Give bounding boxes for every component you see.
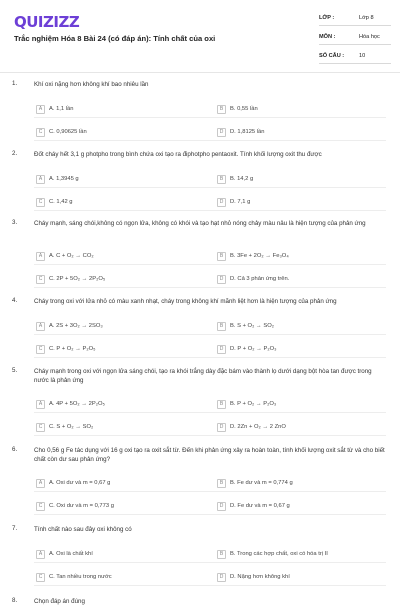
option-text: C. P + O₂ → P₂O₅ [49, 346, 96, 352]
option-text: C. 0,90625 lần [49, 129, 87, 135]
option-text: D. Fe dư và m = 0,67 g [230, 503, 290, 509]
option-letter-box: A [36, 252, 45, 261]
question-number: 7. [12, 525, 18, 532]
question-text: Khí oxi nặng hơn không khí bao nhiêu lần [34, 81, 149, 88]
option-letter-box: D [217, 573, 226, 582]
option-divider [34, 585, 386, 586]
option-text: C. 2P + 5O₂ → 2P₂O₅ [49, 276, 106, 282]
question-number: 6. [12, 446, 18, 453]
option-letter-box: B [217, 252, 226, 261]
option-letter-box: C [36, 275, 45, 284]
option-text: D. 1,8125 lần [230, 129, 265, 135]
option-b[interactable] [217, 173, 253, 185]
option-text: B. Trong các hợp chất, oxi có hóa trị II [230, 551, 328, 557]
option-letter-box: D [217, 198, 226, 207]
option-c[interactable] [36, 421, 93, 433]
meta-label: MÔN : [319, 33, 336, 40]
option-text: A. 4P + 5O₂ → 2P₂O₅ [49, 401, 105, 407]
option-letter-box: B [217, 400, 226, 409]
question-number: 5. [12, 367, 18, 374]
question-text: Chọn đáp án đúng [34, 598, 85, 605]
option-text: A. Oxi dư và m = 0,67 g [49, 480, 111, 486]
option-text: B. 0,55 lần [230, 106, 258, 112]
option-c[interactable] [36, 273, 105, 285]
option-divider [34, 514, 386, 515]
meta-value: Hóa học [359, 33, 380, 40]
meta-box [319, 10, 391, 67]
option-letter-box: A [36, 400, 45, 409]
question-text: Cho 0,56 g Fe tác dụng với 16 g oxi tạo ra oxit sắt từ. Đến khi phản ứng xảy ra hoàn toàn, tính khối lượng oxit sắt từ và cho biết chất còn dư sau phản ứng? [34, 447, 385, 463]
option-b[interactable] [217, 103, 258, 115]
question-text: Cháy mạnh, sáng chói,không có ngọn lửa, không có khói và tạo hạt nhỏ nóng chảy màu nâu là hiện tượng của phản ứng [34, 220, 366, 227]
option-text: B. P + O₂ → P₂O₃ [230, 401, 277, 407]
option-a[interactable] [36, 173, 79, 185]
option-b[interactable] [217, 477, 293, 489]
option-letter-box: A [36, 550, 45, 559]
option-text: C. Oxi dư và m = 0,773 g [49, 503, 114, 509]
meta-label: LỚP : [319, 14, 335, 21]
option-a[interactable] [36, 477, 110, 489]
option-a[interactable] [36, 548, 93, 560]
option-text: D. Cả 3 phản ứng trên. [230, 276, 290, 282]
option-text: B. S + O₂ → SO₂ [230, 323, 274, 329]
option-letter-box: C [36, 423, 45, 432]
question-text: Tính chất nào sau đây oxi không có [34, 526, 132, 533]
option-d[interactable] [217, 421, 286, 433]
page-header [0, 0, 400, 73]
option-letter-box: C [36, 198, 45, 207]
option-letter-box: B [217, 105, 226, 114]
option-b[interactable] [217, 320, 274, 332]
option-divider [34, 117, 386, 118]
option-divider [34, 562, 386, 563]
option-d[interactable] [217, 571, 290, 583]
option-text: A. Oxi là chất khí [49, 551, 93, 557]
option-a[interactable] [36, 250, 94, 262]
option-letter-box: C [36, 573, 45, 582]
meta-value: 10 [359, 52, 366, 59]
option-letter-box: D [217, 128, 226, 137]
option-text: D. 2Zn + O₂ → 2 ZnO [230, 424, 286, 430]
option-c[interactable] [36, 126, 87, 138]
option-letter-box: D [217, 275, 226, 284]
option-text: D. P + O₂ → P₂O₃ [230, 346, 277, 352]
option-divider [34, 140, 386, 141]
page-title: Trắc nghiệm Hóa 8 Bài 24 (có đáp án): Tính chất của oxi [14, 34, 216, 43]
option-d[interactable] [217, 126, 264, 138]
option-letter-box: A [36, 105, 45, 114]
option-letter-box: A [36, 479, 45, 488]
option-text: C. 1,42 g [49, 199, 73, 205]
option-letter-box: D [217, 502, 226, 511]
option-text: C. Tan nhiều trong nước [49, 574, 112, 580]
option-letter-box: A [36, 175, 45, 184]
option-divider [34, 357, 386, 358]
option-letter-box: B [217, 322, 226, 331]
option-d[interactable] [217, 196, 250, 208]
option-letter-box: C [36, 128, 45, 137]
option-text: D. 7,1 g [230, 199, 251, 205]
option-text: D. Nặng hơn không khí [230, 574, 290, 580]
question-number: 3. [12, 219, 18, 226]
option-divider [34, 435, 386, 436]
option-text: A. 1,3945 g [49, 176, 79, 182]
option-a[interactable] [36, 398, 105, 410]
option-c[interactable] [36, 343, 96, 355]
option-d[interactable] [217, 343, 277, 355]
meta-value: Lớp 8 [359, 14, 374, 21]
meta-row-count [319, 48, 391, 64]
option-d[interactable] [217, 500, 290, 512]
option-text: B. Fe dư và m = 0,774 g [230, 480, 293, 486]
question-number: 1. [12, 80, 18, 87]
quizizz-logo[interactable]: QUIZIZZ [14, 13, 80, 31]
option-letter-box: B [217, 175, 226, 184]
option-text: B. 14,2 g [230, 176, 254, 182]
option-divider [34, 334, 386, 335]
option-divider [34, 210, 386, 211]
option-text: A. C + O₂ → CO₂ [49, 253, 94, 259]
option-b[interactable] [217, 250, 289, 262]
option-divider [34, 264, 386, 265]
question-number: 2. [12, 150, 18, 157]
option-b[interactable] [217, 398, 276, 410]
option-divider [34, 187, 386, 188]
option-letter-box: D [217, 345, 226, 354]
option-letter-box: C [36, 345, 45, 354]
option-letter-box: C [36, 502, 45, 511]
option-text: C. S + O₂ → SO₂ [49, 424, 94, 430]
option-letter-box: B [217, 479, 226, 488]
meta-label: SỐ CÂU : [319, 52, 345, 59]
option-divider [34, 491, 386, 492]
option-letter-box: D [217, 423, 226, 432]
option-a[interactable] [36, 320, 103, 332]
option-text: A. 1,1 lần [49, 106, 74, 112]
meta-row-subject [319, 29, 391, 45]
question-text: Đốt cháy hết 3,1 g photpho trong bình chứa oxi tạo ra điphotpho pentaoxit. Tính khối lượng oxit thu được [34, 151, 322, 158]
question-number: 4. [12, 297, 18, 304]
option-c[interactable] [36, 196, 73, 208]
option-divider [34, 287, 386, 288]
question-text: Cháy mạnh trong oxi với ngọn lửa sáng chói, tạo ra khói trắng dày đặc bám vào thành lọ dưới dạng bột hòa tan được trong nước là phản ứng [34, 368, 372, 384]
option-letter-box: A [36, 322, 45, 331]
option-d[interactable] [217, 273, 289, 285]
option-text: A. 2S + 3O₂ → 2SO₃ [49, 323, 103, 329]
option-divider [34, 412, 386, 413]
option-text: B. 3Fe + 2O₂ → Fe₃O₄ [230, 253, 289, 259]
option-a[interactable] [36, 103, 74, 115]
option-b[interactable] [217, 548, 328, 560]
meta-row-class [319, 10, 391, 26]
option-c[interactable] [36, 571, 112, 583]
option-letter-box: B [217, 550, 226, 559]
question-number: 8. [12, 597, 18, 604]
question-text: Cháy trong oxi với lửa nhỏ có màu xanh nhạt, cháy trong không khí mãnh liệt hơn là hiện tượng của phản ứng [34, 298, 337, 305]
option-c[interactable] [36, 500, 114, 512]
